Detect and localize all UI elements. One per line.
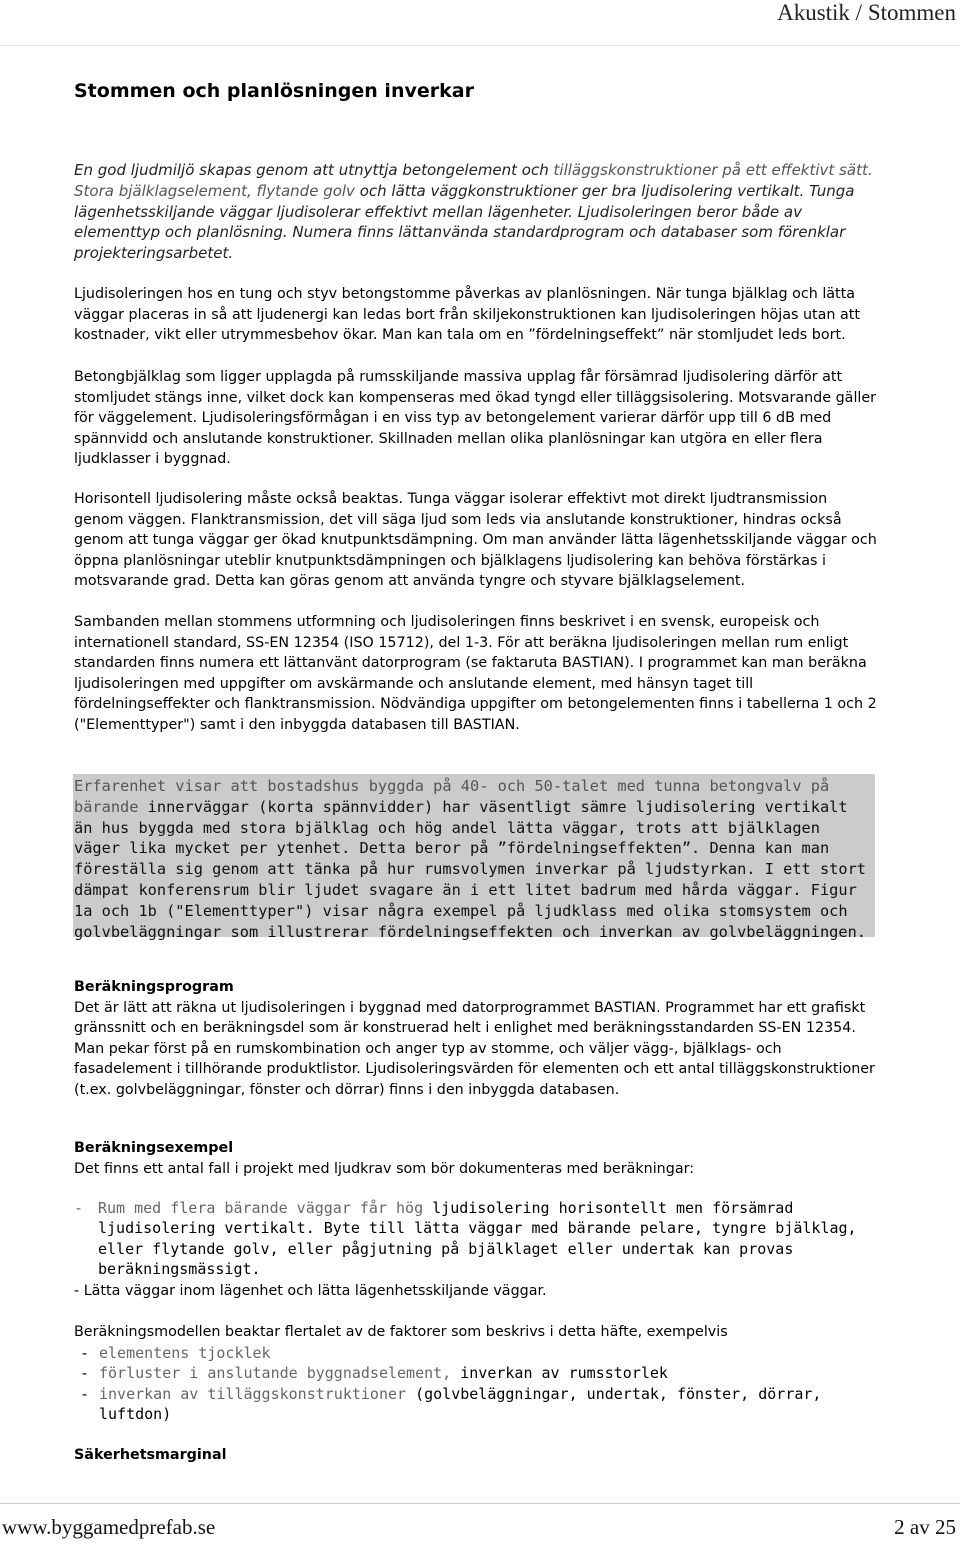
model-text: Beräkningsmodellen beaktar flertalet av de faktorer som beskrivs i detta häfte, exempelvis [74, 1324, 728, 1340]
paragraph-4: Sambanden mellan stommens utformning och ljudisoleringen finns beskrivet i en svensk, europeisk och internationell standard, SS-EN 12354 (ISO 15712), del 1-3. För att beräkna ljudisoleringen mellan rum enligt standarden finns numera ett lättanvänt datorprogram (se faktaruta BASTIAN). I programmet kan man beräkna ljudisoleringen med uppgifter om avskärmande och anslutande element, med hänsyn taget till fördelningseffekter och flanktransmission. Nödvändiga uppgifter om betongelementen finns i tabellerna 1 och 2 ("Elementtyper") samt i den inbyggda databasen till BASTIAN. [74, 614, 877, 733]
factor-2-rest: inverkan av rumsstorlek [451, 1364, 668, 1382]
paragraph-1: Ljudisoleringen hos en tung och styv betongstomme påverkas av planlösningen. När tunga bjälklag och lätta väggar placeras in så att ljudenergi kan ledas bort från skiljekonstruktionen kan ljudisoleringen höjas utan att kostnader, vikt eller utrymmesbehov ökar. Man kan tala om en ”fördelningseffekt” när stomljudet leds bort. [74, 286, 860, 343]
page-title: Stommen och planlösningen inverkar [74, 80, 474, 102]
fact-box-text [73, 774, 875, 942]
fact-box-rest: innerväggar (korta spännvidder) har väsentligt sämre ljudisolering vertikalt än hus byggda med stora bjälklag och hög andel lätta väggar, trots att bjälklagen väger lika mycket per ytenhet. Detta beror på ”fördelningseffekten”. Denna kan man föreställa sig genom att tänka på hur rumsvolymen inverkar på ljudstyrkan. I ett stort dämpat konferensrum blir ljudet svagare än i ett litet badrum med hårda väggar. Figur 1a och 1b ("Elementtyper") visar några exempel på ljudklass med olika stomsystem och golvbeläggningar som illustrerar fördelningseffekten och inverkan av golvbeläggningen. [74, 797, 867, 941]
header-divider [0, 45, 960, 46]
factor-2-gray: förluster i anslutande byggnadselement, [99, 1364, 452, 1382]
bullet-1-rest: ljudisolering horisontellt men försämrad ljudisolering vertikalt. Byte till lätta väggar med bärande pelare, tyngre bjälklag, eller flytande golv, eller pågjutning på bjälklaget eller undertak kan provas beräkningsmässigt. [98, 1199, 857, 1278]
bullet-1-text [98, 1198, 874, 1279]
program-text: Det är lätt att räkna ut ljudisoleringen i byggnad med datorprogrammet BASTIAN. Programmet har ett grafiskt gränssnitt och en beräkningsdel som är konstruerad helt i enlighet med beräkningsstandarden SS-EN 12354. Man pekar först på en rumskombination och anger typ av stomme, och väljer vägg-, bjälklags- och fasadelement i tillhörande produktlistor. Ljudisoleringsvärden för elementen och ett antal tilläggskonstruktioner (t.ex. golvbeläggningar, fönster och dörrar) finns i den inbyggda databasen. [74, 999, 875, 1098]
factor-item [80, 1343, 880, 1363]
example-text: Det finns ett antal fall i projekt med ljudkrav som bör dokumenteras med beräkningar: [74, 1160, 695, 1177]
factor-item [80, 1384, 880, 1425]
factor-item [80, 1363, 880, 1383]
safety-heading: Säkerhetsmarginal [74, 1447, 227, 1463]
footer-website[interactable]: www.byggamedprefab.se [2, 1515, 216, 1539]
program-heading: Beräkningsprogram [74, 979, 234, 995]
factor-dash: - [80, 1385, 90, 1403]
paragraph-3: Horisontell ljudisolering måste också beaktas. Tunga väggar isolerar effektivt mot direkt ljudtransmission genom väggen. Flanktransmission, det vill säga ljud som leds via anslutande konstruktioner, hindras också genom att tunga väggar ger ökad knutpunktsdämpning. Om man använder lätta lägenhetsskiljande väggar och öppna planlösningar uteblir knutpunktsdämpningen och bjälklagens ljudisolering kan behöva förstärkas i motsvarande grad. Detta kan göras genom att använda tyngre och styvare bjälklagselement. [74, 491, 877, 589]
bullet-dash: - [74, 1199, 84, 1217]
intro-part-3: och lätta väggkonstruktioner ger bra ljudisolering vertikalt. Tunga lägenhetsskiljande väggar ljudisolerar effektivt mellan lägenheter. Ljudisoleringen beror både av elementtyp och planlösning. Numera finns lättanvända standardprogram och databaser som förenklar projekteringsarbetet. [74, 181, 855, 263]
intro-part-2: tilläggskonstruktioner på ett effektivt sätt. Stora bjälklagselement, flytande golv [74, 161, 873, 200]
intro-paragraph [74, 160, 880, 264]
factor-3-gray: inverkan av tilläggskonstruktioner [99, 1385, 407, 1403]
example-heading: Beräkningsexempel [74, 1140, 234, 1156]
bullet-2: - Lätta väggar inom lägenhet och lätta lägenhetsskiljande väggar. [74, 1283, 547, 1299]
running-header: Akustik / Stommen [777, 0, 956, 25]
factor-dash: - [80, 1344, 90, 1362]
intro-part-1: En god ljudmiljö skapas genom att utnyttja betongelement och [74, 161, 554, 179]
bullet-1 [74, 1198, 874, 1279]
paragraph-2: Betongbjälklag som ligger upplagda på rumsskiljande massiva upplag får försämrad ljudisolering därför att stomljudet stängs inne, vilket dock kan kompenseras med ökad tyngd eller tilläggsisolering. Motsvarande gäller för väggelement. Ljudisoleringsförmågan i en viss typ av betongelement varierar därför upp till 6 dB med spännvidd och anslutande konstruktioner. Skillnaden mellan olika planlösningar kan utgöra en eller flera ljudklasser i byggnad. [74, 369, 877, 467]
example-section [74, 1138, 880, 1179]
program-section [74, 977, 880, 1100]
bullet-1-gray: Rum med flera bärande väggar får hög [98, 1199, 424, 1217]
factor-dash: - [80, 1364, 90, 1382]
factor-1-gray: elementens tjocklek [99, 1344, 271, 1362]
footer-page-number: 2 av 25 [894, 1515, 956, 1539]
factor-3-rest: (golvbeläggningar, undertak, fönster, dörrar, luftdon) [99, 1385, 822, 1424]
fact-box [73, 774, 875, 941]
footer-divider [0, 1503, 960, 1504]
fact-box-gray: Erfarenhet visar att bostadshus byggda på 40- och 50-talet med tunna betongvalv på bärande [74, 777, 830, 816]
